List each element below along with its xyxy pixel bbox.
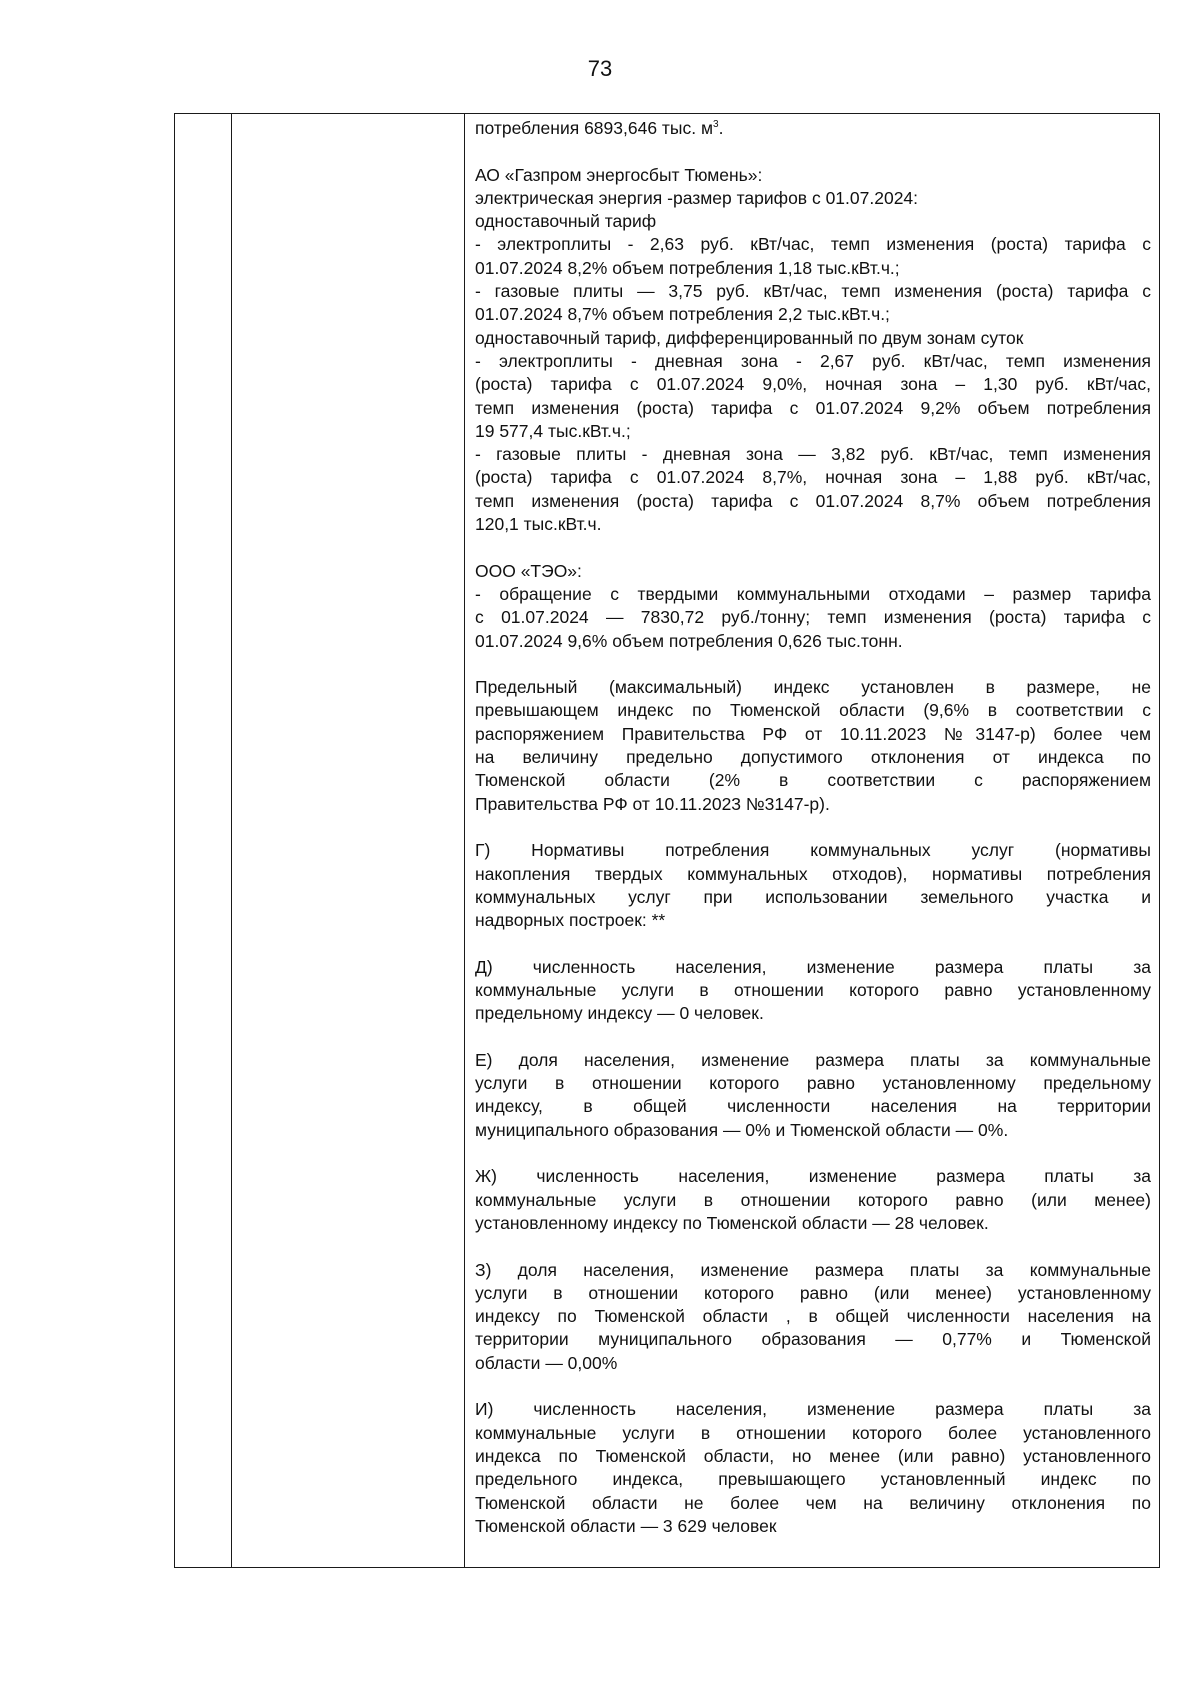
text-line (475, 490, 1151, 513)
line-text: коммунальных услуг при использовании земельного участка и (475, 886, 1151, 907)
line-text: Г) Нормативы потребления коммунальных услуг (нормативы (475, 840, 1151, 861)
text-line (475, 676, 1151, 699)
text-line (475, 1002, 1151, 1025)
text-line (475, 1492, 1151, 1515)
line-text: 120,1 тыс.кВт.ч. (475, 514, 602, 535)
text-line (475, 164, 1151, 187)
line-text: Правительства РФ от 10.11.2023 №3147-р). (475, 793, 830, 814)
text-line (475, 350, 1151, 373)
line-text: установленному индексу по Тюменской области — 28 человек. (475, 1212, 989, 1233)
paragraph (475, 560, 1151, 653)
text-line (475, 187, 1151, 210)
text-line (475, 233, 1151, 256)
text-line (475, 886, 1151, 909)
text-line (475, 583, 1151, 606)
line-text: коммунальные услуги в отношении которого более установленного (475, 1422, 1151, 1443)
text-line (475, 1119, 1151, 1142)
line-text: предельного индекса, превышающего установленный индекс по (475, 1469, 1151, 1490)
text-line (475, 839, 1151, 862)
text-line (475, 979, 1151, 1002)
line-text: 01.07.2024 8,2% объем потребления 1,18 тыс.кВт.ч.; (475, 257, 900, 278)
line-text: Тюменской области не более чем на величину отклонения по (475, 1492, 1151, 1513)
text-line (475, 560, 1151, 583)
line-text: области — 0,00% (475, 1352, 618, 1373)
text-line (475, 443, 1151, 466)
paragraph (475, 117, 1151, 140)
text-line (475, 1072, 1151, 1095)
line-text: (роста) тарифа с 01.07.2024 8,7%, ночная зона – 1,88 руб. кВт/час, (475, 467, 1151, 488)
text-line (475, 373, 1151, 396)
line-text: Тюменской области (2% в соответствии с распоряжением (475, 770, 1151, 791)
paragraph (475, 1165, 1151, 1235)
column-divider (464, 114, 465, 1567)
text-line (475, 1468, 1151, 1491)
line-text: предельному индексу — 0 человек. (475, 1003, 764, 1024)
text-line (475, 1305, 1151, 1328)
text-line (475, 257, 1151, 280)
line-text: превышающем индекс по Тюменской области (9,6% в соответствии с (475, 700, 1151, 721)
text-line (475, 1515, 1151, 1538)
line-text: 19 577,4 тыс.кВт.ч.; (475, 420, 631, 441)
text-line (475, 117, 1151, 140)
paragraph (475, 1259, 1151, 1375)
line-text: Предельный (максимальный) индекс установлен в размере, не (475, 677, 1151, 698)
text-line (475, 1212, 1151, 1235)
paragraph (475, 1398, 1151, 1538)
line-text: - электроплиты - дневная зона - 2,67 руб. кВт/час, темп изменения (475, 350, 1151, 371)
line-text: одноставочный тариф (475, 211, 657, 232)
text-line (475, 723, 1151, 746)
line-text: - газовые плиты - дневная зона — 3,82 руб. кВт/час, темп изменения (475, 444, 1151, 465)
line-text: индексу по Тюменской области , в общей численности населения на (475, 1306, 1151, 1327)
line-text: одноставочный тариф, дифференцированный по двум зонам суток (475, 327, 1024, 348)
line-text: накопления твердых коммунальных отходов), нормативы потребления (475, 863, 1151, 884)
line-text: Ж) численность населения, изменение размера платы за (475, 1166, 1151, 1187)
text-line (475, 1422, 1151, 1445)
line-text: - газовые плиты — 3,75 руб. кВт/час, темп изменения (роста) тарифа с (475, 281, 1151, 302)
text-line (475, 956, 1151, 979)
text-line (475, 1352, 1151, 1375)
line-text: услуги в отношении которого равно установленному предельному (475, 1073, 1151, 1094)
text-line (475, 1282, 1151, 1305)
text-line (475, 630, 1151, 653)
line-text: коммунальные услуги в отношении которого равно (или менее) (475, 1189, 1151, 1210)
text-line (475, 513, 1151, 536)
text-line (475, 1328, 1151, 1351)
text-line (475, 606, 1151, 629)
text-line (475, 793, 1151, 816)
line-text: темп изменения (роста) тарифа с 01.07.2024 9,2% объем потребления (475, 397, 1151, 418)
line-text: 01.07.2024 8,7% объем потребления 2,2 тыс.кВт.ч.; (475, 304, 890, 325)
line-text: услуги в отношении которого равно (или менее) установленному (475, 1282, 1151, 1303)
text-line (475, 1445, 1151, 1468)
column-divider (231, 114, 232, 1567)
paragraph (475, 1049, 1151, 1142)
page-number: 73 (587, 56, 613, 81)
line-text: - обращение с твердыми коммунальными отходами – размер тарифа (475, 583, 1151, 604)
line-text: ООО «ТЭО»: (475, 560, 582, 581)
text-line (475, 280, 1151, 303)
line-text: коммунальные услуги в отношении которого равно установленному (475, 979, 1151, 1000)
superscript: 3 (713, 119, 719, 131)
line-text: индексу, в общей численности населения на территории (475, 1096, 1151, 1117)
text-line (475, 1165, 1151, 1188)
line-text: на величину предельно допустимого отклонения от индекса по (475, 747, 1151, 768)
text-line (475, 699, 1151, 722)
text-line (475, 1049, 1151, 1072)
text-line (475, 466, 1151, 489)
text-line (475, 769, 1151, 792)
paragraph (475, 839, 1151, 932)
line-text: Е) доля населения, изменение размера платы за коммунальные (475, 1049, 1151, 1070)
text-line (475, 327, 1151, 350)
line-text: Тюменской области — 3 629 человек (475, 1515, 777, 1536)
text-line (475, 303, 1151, 326)
line-text: индекса по Тюменской области, но менее (или равно) установленного (475, 1445, 1151, 1466)
line-text: - электроплиты - 2,63 руб. кВт/час, темп изменения (роста) тарифа с (475, 234, 1151, 255)
text-line (475, 397, 1151, 420)
line-text: распоряжением Правительства РФ от 10.11.2023 №3147-р) более чем (475, 723, 1151, 744)
text-line (475, 1259, 1151, 1282)
text-line (475, 1189, 1151, 1212)
line-text: З) доля населения, изменение размера платы за коммунальные (475, 1259, 1151, 1280)
text-line (475, 420, 1151, 443)
table-cell-text (475, 117, 1151, 1561)
text-line (475, 746, 1151, 769)
text-line (475, 909, 1151, 932)
line-text: с 01.07.2024 — 7830,72 руб./тонну; темп изменения (роста) тарифа с (475, 607, 1151, 628)
line-text: Д) численность населения, изменение размера платы за (475, 956, 1151, 977)
line-text: надворных построек: ** (475, 910, 666, 931)
line-text: темп изменения (роста) тарифа с 01.07.2024 8,7% объем потребления (475, 490, 1151, 511)
line-text: (роста) тарифа с 01.07.2024 9,0%, ночная зона – 1,30 руб. кВт/час, (475, 374, 1151, 395)
line-text: АО «Газпром энергосбыт Тюмень»: (475, 164, 763, 185)
text-line (475, 863, 1151, 886)
text-line (475, 1398, 1151, 1421)
text-line (475, 210, 1151, 233)
line-suffix: . (718, 118, 724, 138)
paragraph (475, 164, 1151, 537)
line-text: муниципального образования — 0% и Тюменской области — 0%. (475, 1119, 1009, 1140)
line-text: электрическая энергия -размер тарифов с 01.07.2024: (475, 187, 919, 208)
text-line (475, 1095, 1151, 1118)
paragraph (475, 956, 1151, 1026)
line-text: 01.07.2024 9,6% объем потребления 0,626 тыс.тонн. (475, 630, 903, 651)
line-text: потребления 6893,646 тыс. м (475, 118, 714, 138)
line-text: И) численность населения, изменение размера платы за (475, 1399, 1151, 1420)
document-table (174, 113, 1160, 1568)
paragraph (475, 676, 1151, 816)
line-text: территории муниципального образования — 0,77% и Тюменской (475, 1329, 1151, 1350)
